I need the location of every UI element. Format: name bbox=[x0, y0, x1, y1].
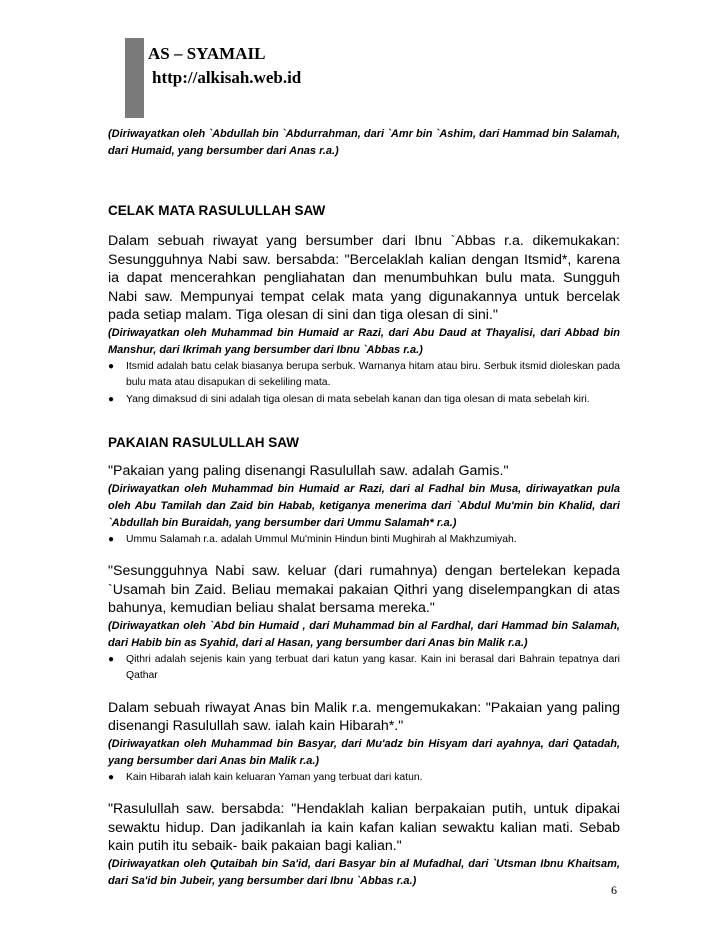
notes-list-gamis bbox=[108, 532, 620, 549]
bullet-icon: ● bbox=[108, 771, 115, 783]
paragraph-qithri: "Sesungguhnya Nabi saw. keluar (dari rumahnya) dengan bertelekan kepada `Usamah bin Zaid. Beliau memakai pakaian Qithri yang diselempangkan di atas bahunya, kemudian beliau shalat bersama mereka." bbox=[108, 563, 620, 616]
note-item: ● Qithri adalah sejenis kain yang terbuat dari katun yang kasar. Kain ini berasal dari Bahrain tepatnya dari Qathar bbox=[108, 653, 620, 681]
bullet-icon: ● bbox=[108, 533, 115, 545]
note-item: ● Yang dimaksud di sini adalah tiga olesan di mata sebelah kanan dan tiga olesan di mata sebelah kiri. bbox=[108, 392, 620, 409]
header-url: http://alkisah.web.id bbox=[152, 68, 302, 87]
citation-gamis: (Diriwayatkan oleh Muhammad bin Humaid ar Razi, dari al Fadhal bin Musa, diriwayatkan pula oleh Abu Tamilah dan Zaid bin Habab, ketiganya menerima dari `Abdul Mu'min bin Khalid, dari `Abdullah bin Buraidah, yang bersumber dari Ummu Salamah* r.a.) bbox=[108, 482, 620, 529]
paragraph-putih: "Rasulullah saw. bersabda: "Hendaklah kalian berpakaian putih, untuk dipakai sewaktu hidup. Dan jadikanlah ia kain kafan kalian sewaktu kalian mati. Sebab kain putih itu sebaik- baik pakaian bagi kalian." bbox=[108, 801, 620, 854]
paragraph-gamis: "Pakaian yang paling disenangi Rasulullah saw. adalah Gamis." bbox=[108, 463, 509, 479]
page-content bbox=[108, 126, 620, 890]
citation-qithri: (Diriwayatkan oleh `Abd bin Humaid , dari Muhammad bin al Fardhal, dari Hammad bin Salamah, dari Habib bin as Syahid, dari al Hasan, yang bersumber dari Anas bin Malik r.a.) bbox=[108, 619, 620, 649]
page-number: 6 bbox=[611, 883, 617, 897]
header-gray-block bbox=[125, 38, 144, 118]
notes-list-hibarah bbox=[108, 770, 620, 787]
bullet-icon: ● bbox=[108, 360, 115, 372]
notes-list-celak bbox=[108, 359, 620, 409]
section-heading-pakaian: PAKAIAN RASULULLAH SAW bbox=[108, 435, 299, 450]
section-heading-celak: CELAK MATA RASULULLAH SAW bbox=[108, 203, 326, 218]
paragraph-celak: Dalam sebuah riwayat yang bersumber dari Ibnu `Abbas r.a. dikemukakan: Sesungguhnya Nabi saw. bersabda: "Bercelaklah kalian dengan Itsmid*, karena ia dapat mencerahkan pengliahatan dan menumbuhkan bulu mata. Sungguh Nabi saw. Mempunyai tempat celak mata yang digunakannya untuk bercelak pada setiap malam. Tiga olesan di sini dan tiga olesan di sini." bbox=[108, 233, 620, 323]
notes-list-qithri bbox=[108, 652, 620, 685]
bullet-icon: ● bbox=[108, 653, 115, 665]
header-title: AS – SYAMAIL bbox=[148, 44, 266, 63]
note-item: ● Kain Hibarah ialah kain keluaran Yaman yang terbuat dari katun. bbox=[108, 770, 620, 787]
citation-celak: (Diriwayatkan oleh Muhammad bin Humaid ar Razi, dari Abu Daud at Thayalisi, dari Abbad bin Manshur, dari Ikrimah yang bersumber dari Ibnu `Abbas r.a.) bbox=[108, 326, 620, 356]
citation-putih: (Diriwayatkan oleh Qutaibah bin Sa'id, dari Basyar bin al Mufadhal, dari `Utsman Ibnu Khaitsam, dari Sa'id bin Jubeir, yang bersumber dari Ibnu `Abbas r.a.) bbox=[108, 857, 620, 887]
bullet-icon: ● bbox=[108, 393, 115, 405]
paragraph-hibarah: Dalam sebuah riwayat Anas bin Malik r.a. mengemukakan: "Pakaian yang paling disenangi Rasulullah saw. ialah kain Hibarah*." bbox=[108, 699, 620, 734]
note-item: ● Itsmid adalah batu celak biasanya berupa serbuk. Warnanya hitam atau biru. Serbuk itsmid dioleskan pada bulu mata atau disapukan di sekeliling mata. bbox=[108, 360, 620, 388]
citation-hibarah: (Diriwayatkan oleh Muhammad bin Basyar, dari Mu'adz bin Hisyam dari ayahnya, dari Qatadah, yang bersumber dari Anas bin Malik r.a.) bbox=[108, 737, 620, 767]
note-item: ● Ummu Salamah r.a. adalah Ummul Mu'minin Hindun binti Mughirah al Makhzumiyah. bbox=[108, 532, 620, 549]
intro-citation: (Diriwayatkan oleh `Abdullah bin `Abdurrahman, dari `Amr bin `Ashim, dari Hammad bin Salamah, dari Humaid, yang bersumber dari Anas r.a.) bbox=[108, 128, 620, 157]
